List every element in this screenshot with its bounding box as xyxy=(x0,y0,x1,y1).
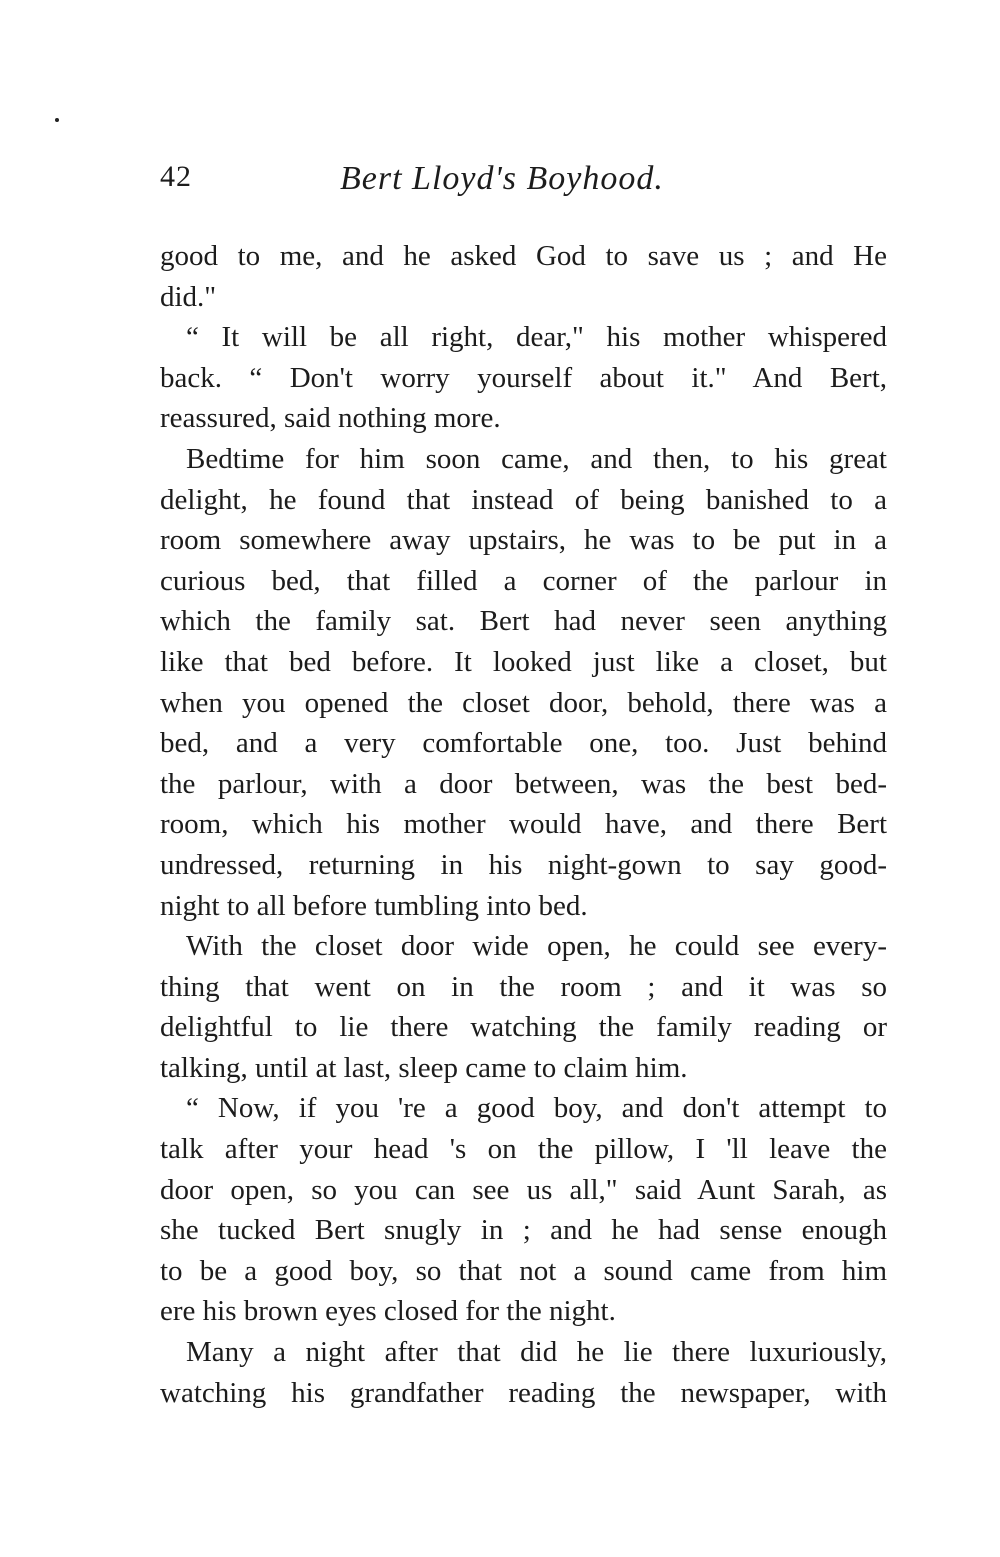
text-line: which the family sat. Bert had never seen anything xyxy=(160,605,887,638)
paragraph xyxy=(160,1332,887,1413)
text-line: did." xyxy=(160,280,217,313)
paragraph xyxy=(160,317,887,439)
text-line: delightful to lie there watching the family reading or xyxy=(160,1011,887,1044)
running-title: Bert Lloyd's Boyhood. xyxy=(340,160,664,197)
text-line: thing that went on in the room ; and it was so xyxy=(160,970,887,1003)
text-line: to be a good boy, so that not a sound came from him xyxy=(160,1254,887,1287)
text-line: back. “ Don't worry yourself about it." And Bert, xyxy=(160,361,887,394)
page-header xyxy=(160,160,900,210)
text-line: room somewhere away upstairs, he was to be put in a xyxy=(160,524,887,557)
text-line: room, which his mother would have, and there Bert xyxy=(160,808,887,841)
text-line: “ Now, if you 're a good boy, and don't attempt to xyxy=(186,1092,887,1125)
text-line: Bedtime for him soon came, and then, to his great xyxy=(186,442,887,475)
text-line: delight, he found that instead of being banished to a xyxy=(160,483,887,516)
text-line: the parlour, with a door between, was the best bed- xyxy=(160,767,887,800)
text-line: watching his grandfather reading the newspaper, with xyxy=(160,1376,887,1409)
text-line: talking, until at last, sleep came to claim him. xyxy=(160,1051,688,1084)
text-line: reassured, said nothing more. xyxy=(160,402,501,435)
text-line: undressed, returning in his night-gown to say good- xyxy=(160,848,887,881)
text-line: bed, and a very comfortable one, too. Just behind xyxy=(160,727,887,760)
paragraph xyxy=(160,439,887,926)
text-line: door open, so you can see us all," said Aunt Sarah, as xyxy=(160,1173,887,1206)
text-line: Many a night after that did he lie there luxuriously, xyxy=(186,1336,887,1369)
paragraph xyxy=(160,236,887,317)
text-line: night to all before tumbling into bed. xyxy=(160,889,588,922)
text-line: when you opened the closet door, behold, there was a xyxy=(160,686,887,719)
paragraph xyxy=(160,1088,887,1332)
body-text xyxy=(160,236,887,1413)
text-line: ere his brown eyes closed for the night. xyxy=(160,1295,616,1328)
paragraph xyxy=(160,926,887,1088)
text-line: she tucked Bert snugly in ; and he had sense enough xyxy=(160,1214,887,1247)
text-line: good to me, and he asked God to save us ; and He xyxy=(160,240,887,272)
ink-speck xyxy=(55,118,59,122)
text-line: With the closet door wide open, he could see every- xyxy=(186,930,887,963)
text-line: talk after your head 's on the pillow, I 'll leave the xyxy=(160,1133,887,1166)
text-line: like that bed before. It looked just like a closet, but xyxy=(160,645,887,678)
text-line: curious bed, that filled a corner of the parlour in xyxy=(160,564,887,597)
text-line: “ It will be all right, dear," his mother whispered xyxy=(186,321,887,354)
page-number: 42 xyxy=(160,160,192,193)
